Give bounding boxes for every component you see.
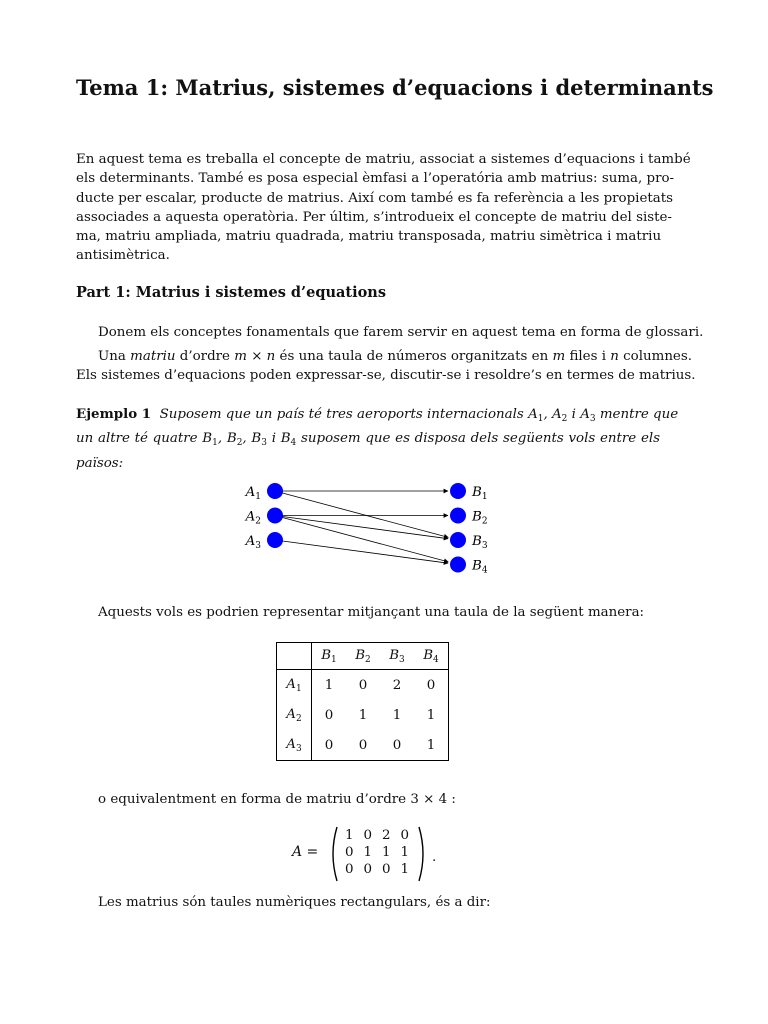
definition-line-1: Una matriu d’ordre m × n és una taula de números organitzats en m files i n columnes.: [98, 349, 692, 364]
intro-paragraph: [76, 150, 691, 266]
flight-edge: [275, 491, 448, 537]
table-cell: 0: [324, 707, 334, 723]
table-cell: 1: [358, 707, 368, 723]
intro-line: associades a aquesta operatòria. Per últim, s’introdueix el concepte de matriu del siste-: [76, 209, 672, 225]
intro-line: En aquest tema es treballa el concepte de matriu, associat a sistemes d’equacions i també: [76, 152, 691, 167]
airport-node: [450, 557, 466, 573]
example-line-3: països:: [76, 455, 124, 471]
table-cell: 1: [426, 707, 436, 723]
airport-label: $A_3$: [245, 534, 261, 551]
intro-line: ma, matriu ampliada, matriu quadrada, matriu transposada, matriu simètrica i matriu: [76, 229, 662, 245]
airport-nodes: [244, 483, 488, 576]
airport-label: $B_3$: [472, 534, 488, 551]
row-header: $A_3$: [277, 730, 312, 761]
matrix-entry: 0: [400, 828, 410, 843]
airport-list-b: $B_1$, $B_2$, $B_3$ i $B_4$: [202, 431, 297, 449]
matrix-period: .: [432, 850, 437, 865]
intro-line: antisimètrica.: [76, 248, 170, 264]
table-cell: 1: [426, 737, 436, 753]
airport-list-a: $A_1$, $A_2$ i $A_3$: [528, 407, 596, 424]
example-1: [76, 405, 679, 473]
airport-node: [450, 532, 466, 548]
matrix-entry: 1: [400, 862, 410, 877]
airport-node: [450, 483, 466, 499]
airport-label: $B_4$: [472, 558, 488, 576]
matrix-entry: 0: [344, 845, 354, 860]
col-header: $B_2$: [346, 643, 380, 670]
airport-node: [267, 483, 283, 499]
table-cell: 0: [324, 737, 334, 753]
airport-label: $B_2$: [472, 509, 488, 527]
table-intro: Aquests vols es podrien representar mitjançant una taula de la següent manera:: [98, 605, 645, 620]
matrix-entry: 0: [344, 862, 354, 877]
airport-label: $B_1$: [472, 485, 488, 502]
flights-table: [276, 642, 449, 761]
flight-edge: [275, 540, 448, 563]
airport-label: $A_2$: [245, 509, 261, 527]
matrix-entry: 2: [381, 828, 391, 843]
matrix-entries: [340, 828, 414, 879]
table-cell: 1: [324, 677, 334, 693]
intro-line: els determinants. També es posa especial èmfasi a l’operatória amb matrius: suma, pro-: [76, 171, 675, 187]
airport-node: [267, 532, 283, 548]
airport-node: [450, 508, 466, 524]
flight-edge: [275, 516, 448, 539]
matrix-entry: 0: [363, 862, 373, 877]
table-corner: [277, 643, 312, 670]
section-heading: Part 1: Matrius i sistemes d’equations: [76, 284, 386, 301]
table-row: [277, 700, 449, 730]
matrix-intro: o equivalentment en forma de matriu d’ordre 3 × 4 :: [98, 792, 456, 807]
matrix-label: A =: [292, 844, 319, 860]
col-header: $B_3$: [380, 643, 414, 670]
matrix-a: [292, 826, 452, 884]
page-title: Tema 1: Matrius, sistemes d’equacions i determinants: [76, 75, 714, 100]
matrix-entry: 0: [381, 862, 391, 877]
flight-graph: [240, 476, 500, 580]
definition-line-2: Els sistemes d’equacions poden expressar-se, discutir-se i resoldre’s en termes de matrius.: [76, 368, 696, 384]
airport-node: [267, 508, 283, 524]
matrix-entry: 0: [363, 828, 373, 843]
table-row: [277, 730, 449, 761]
table-cell: 0: [426, 677, 436, 693]
row-header: $A_2$: [277, 700, 312, 730]
row-header: $A_1$: [277, 670, 312, 701]
airport-label: $A_1$: [245, 485, 261, 502]
matrix-entry: 1: [344, 828, 354, 843]
left-paren: [328, 826, 338, 882]
col-header: $B_4$: [414, 643, 449, 670]
table-row: [277, 670, 449, 701]
matrix-entry: 1: [400, 845, 410, 860]
matrix-definition: [76, 347, 696, 386]
flight-edges: [275, 491, 448, 563]
table-cell: 1: [392, 707, 402, 723]
table-cell: 0: [392, 737, 402, 753]
example-label: Ejemplo 1: [76, 406, 152, 422]
table-cell: 0: [358, 737, 368, 753]
glossary-sentence: Donem els conceptes fonamentals que farem servir en aquest tema en forma de glossari.: [98, 325, 704, 340]
table-header-row: [277, 643, 449, 670]
flight-edge: [275, 516, 448, 562]
table-cell: 2: [392, 677, 402, 693]
matrix-entry: 1: [363, 845, 373, 860]
closing-sentence: Les matrius són taules numèriques rectangulars, és a dir:: [98, 895, 491, 910]
right-paren: [418, 826, 428, 882]
col-header: $B_1$: [312, 643, 347, 670]
example-line-1: Ejemplo 1 Suposem que un país té tres aeroports internacionals $A_1$, $A_2$ i $A_3$ mentre que: [76, 406, 679, 424]
intro-line: ducte per escalar, producte de matrius. Així com també es fa referència a les propietats: [76, 190, 674, 206]
matrix-entry: 1: [381, 845, 391, 860]
table-cell: 0: [358, 677, 368, 693]
example-line-2: un altre té quatre $B_1$, $B_2$, $B_3$ i $B_4$ suposem que es disposa dels següents vols entre els: [76, 431, 661, 449]
